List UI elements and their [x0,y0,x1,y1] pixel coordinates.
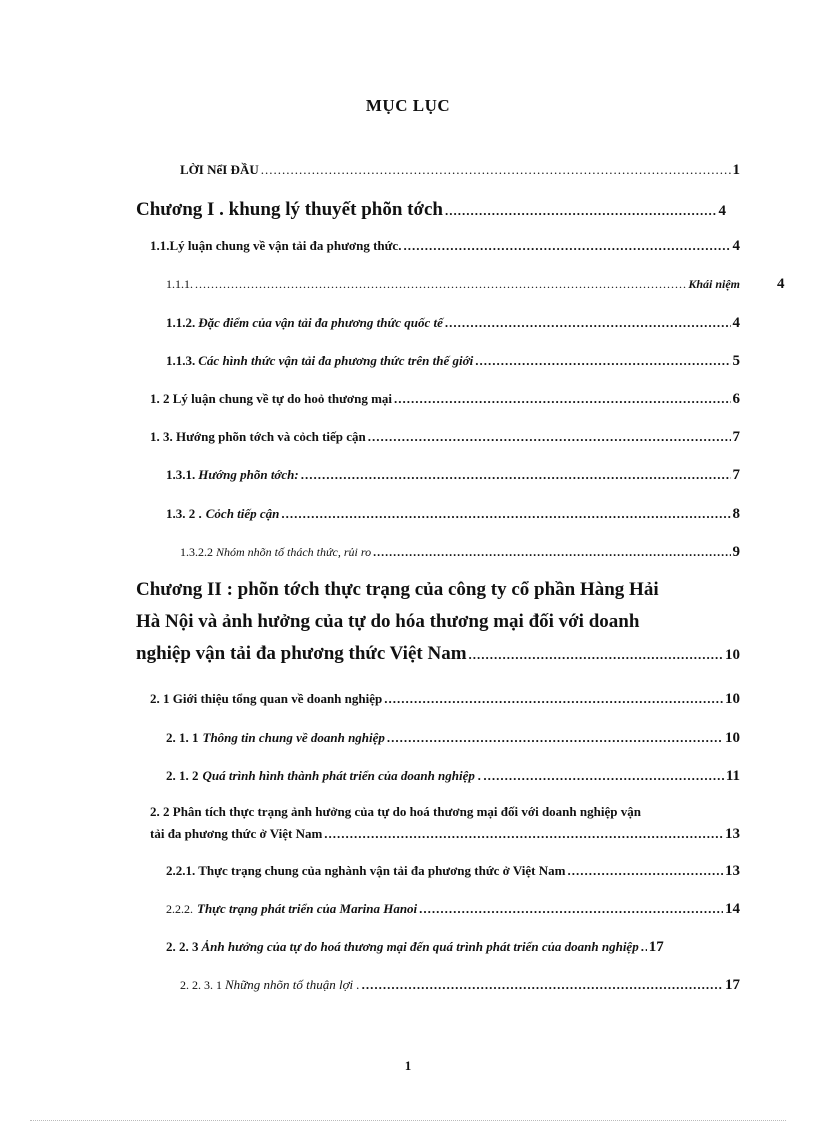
toc-leader-dots [445,315,731,331]
toc-leader-dots [475,353,730,369]
toc-chapter[interactable] [136,574,740,671]
toc-leader-dots [394,391,730,407]
toc-page-number: 4 [718,203,726,219]
toc-entry-label: 2.2.1. Thực trạng chung của nghành vận tải đa phương thức ở Việt Nam [166,863,566,878]
toc-entry-number: 1.3.1. [166,467,196,482]
toc-entry-number: 1.1.2. [166,315,196,330]
toc-page-number: 7 [732,429,740,445]
toc-entry-label-line: 2. 2 Phân tích thực trạng ảnh hưởng của tự do hoá thương mại đối với doanh nghiệp vận [150,804,641,819]
toc-leader-dots [403,238,730,254]
toc-page-number: 4 [732,238,740,254]
toc-leader-dots [368,429,731,445]
toc-chapter-label-line: Hà Nội và ảnh hưởng của tự do hóa thương mại đối với doanh [136,611,640,632]
toc-entry-label: Khái niệm [688,277,740,291]
toc-page-number: 1 [732,162,740,178]
toc-page-number: 4 [732,315,740,331]
toc-entry[interactable] [166,353,740,370]
toc-entry[interactable] [166,277,740,292]
toc-entry-number: 2. 1. 1 [166,730,199,745]
toc-entry[interactable] [180,977,740,994]
toc-leader-dots [469,639,723,671]
toc-leader-dots [281,506,730,522]
toc-page-number: 10 [725,691,740,707]
toc-page-number: 13 [725,826,740,842]
toc-page-number: 4 [777,276,785,292]
toc-page-number: 13 [725,863,740,879]
toc-entry-number: 2.2.2. [166,902,193,916]
page-bottom-divider [30,1120,786,1121]
toc-chapter-label: Chương I . khung lý thuyết phõn tớch [136,199,443,220]
toc-entry-label: Đặc điểm của vận tải đa phương thức quốc tế [198,315,443,330]
toc-leader-dots [324,823,723,845]
toc-chapter[interactable] [136,199,726,221]
toc-page-number: 14 [725,901,740,917]
toc-entry[interactable] [180,544,740,561]
toc-page-number: 5 [732,353,740,369]
toc-entry-label: 2. 1 Giới thiệu tổng quan về doanh nghiệp [150,691,383,706]
toc-entry-label: Những nhõn tố thuận lợi . [225,977,360,992]
toc-entry[interactable] [166,467,740,484]
toc-entry-number: 1.1.3. [166,353,196,368]
toc-entry-number: 2. 2. 3. 1 [180,978,222,992]
toc-leader-dots [387,730,723,746]
toc-leader-dots [445,203,717,219]
toc-entry[interactable] [150,238,740,255]
toc-leader-dots [567,863,723,879]
toc-entry[interactable] [180,162,740,179]
toc-leader-dots [483,768,723,784]
toc-entry[interactable] [150,429,740,446]
toc-entry[interactable] [166,939,740,956]
toc-chapter-label-line: Chương II : phõn tớch thực trạng của công ty cổ phần Hàng Hải [136,579,659,600]
toc-page-number: 8 [732,506,740,522]
toc-entry-label-line: tải đa phương thức ở Việt Nam [150,826,323,841]
toc-entry-number: 1.3. 2 . [166,506,202,521]
toc-entry[interactable] [166,730,740,747]
toc-page-number: 11 [725,768,740,784]
page-title: MỤC LỤC [365,96,451,115]
toc-leader-dots [641,939,647,955]
toc-page-number: 6 [732,391,740,407]
toc-leader-dots [195,277,686,292]
toc-page-number: 10 [725,647,740,663]
toc-chapter-label-line: nghiệp vận tải đa phương thức Việt Nam [136,643,467,664]
toc-page-number: 17 [725,977,740,993]
toc-page-number: 17 [648,939,664,955]
page-footer-number: 1 [404,1058,412,1073]
toc-leader-dots [373,545,730,560]
toc-entry-number: 1.1.1. [166,277,193,291]
toc-entry-label: Thông tin chung về doanh nghiệp [202,730,385,745]
toc-page-number: 9 [732,544,740,560]
toc-entry-label: Thực trạng phát triển của Marina Hanoi [197,901,418,916]
toc-entry-label: 1.1.Lý luận chung về vận tải đa phương thức. [150,238,402,253]
toc-entry-label: Cỏch tiếp cận [205,506,280,521]
toc-leader-dots [261,162,731,178]
toc-entry[interactable] [166,768,740,785]
toc-page-number: 10 [725,730,740,746]
toc-entry-label: 1. 3. Hướng phõn tớch và cỏch tiếp cận [150,429,366,444]
toc-leader-dots [419,901,723,917]
toc-entry-number: 2. 2. 3 [166,939,199,954]
toc-leader-dots [301,467,731,483]
toc-entry-label: Ảnh hưởng của tự do hoá thương mại đến quá trình phát triển của doanh nghiệp [201,939,639,954]
toc-leader-dots [384,691,723,707]
toc-entry-label: Hướng phõn tớch: [198,467,299,482]
toc-entry[interactable] [150,801,740,845]
toc-entry[interactable] [150,391,740,408]
toc-entry[interactable] [166,901,740,918]
toc-entry-label: 1. 2 Lý luận chung về tự do hoỏ thương mại [150,391,393,406]
toc-entry-number: 1.3.2.2 [180,545,213,559]
toc-entry[interactable] [166,863,740,880]
toc-leader-dots [362,977,723,993]
toc-entry[interactable] [166,315,740,332]
toc-entry-label: Quá trình hình thành phát triển của doanh nghiệp . [202,768,482,783]
toc-entry[interactable] [166,506,740,523]
toc-entry-number: 2. 1. 2 [166,768,199,783]
toc-page-number: 7 [732,467,740,483]
toc-entry[interactable] [150,691,740,708]
toc-entry-label: Nhóm nhõn tố thách thức, rủi ro [216,545,372,559]
toc-entry-label: Các hình thức vận tải đa phương thức trên thế giới [198,353,474,368]
toc-entry-label: LỜI NểI ĐẦU [180,162,259,177]
